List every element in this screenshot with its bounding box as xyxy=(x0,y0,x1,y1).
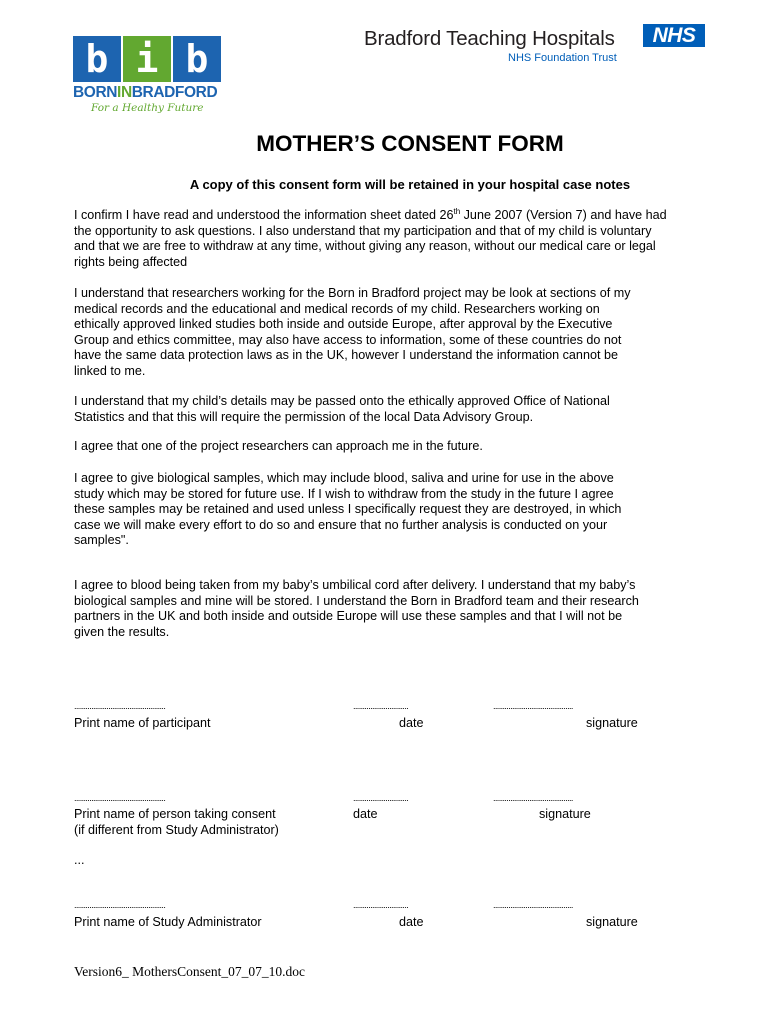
consent-taker-date-label: date xyxy=(353,807,378,821)
trust-subtitle: NHS Foundation Trust xyxy=(508,52,617,64)
participant-name-line[interactable]: ................................................ xyxy=(74,701,166,711)
paragraph-line: have the same data protection laws as in the UK, however I understand the information cannot be xyxy=(74,348,618,363)
paragraph-line: I agree that one of the project researchers can approach me in the future. xyxy=(74,439,483,453)
consent-taker-name-label: Print name of person taking consent xyxy=(74,807,276,821)
administrator-signature-line[interactable]: .......................................... xyxy=(493,900,573,910)
consent-paragraph-4 xyxy=(74,439,746,455)
consent-taker-signature-label: signature xyxy=(539,807,591,821)
consent-taker-date-line[interactable]: ............................. xyxy=(353,793,409,803)
administrator-date-line[interactable]: ............................. xyxy=(353,900,409,910)
bib-tiles xyxy=(73,36,225,82)
ellipsis-text: ... xyxy=(74,853,85,867)
administrator-date-label: date xyxy=(399,915,424,929)
paragraph-line: case we will make every effort to do so and ensure that no further analysis is conducted on your xyxy=(74,517,608,532)
paragraph-line: Statistics and that this will require the permission of the local Data Advisory Group. xyxy=(74,409,534,424)
trust-name: Bradford Teaching Hospitals xyxy=(364,27,615,50)
paragraph-line: I agree to blood being taken from my baby’s umbilical cord after delivery. I understand that my baby’s xyxy=(74,578,636,592)
paragraph-line: the opportunity to ask questions. I also understand that my participation and that of my child is voluntary xyxy=(74,223,652,238)
document-footer: Version6_ MothersConsent_07_07_10.doc xyxy=(74,964,305,979)
consent-paragraph-5 xyxy=(74,471,746,549)
logo-letter-i: i xyxy=(123,36,171,82)
consent-taker-signature-line[interactable]: .......................................... xyxy=(493,793,573,803)
consent-taker-name-line[interactable]: ................................................ xyxy=(74,793,166,803)
paragraph-line: medical records and the educational and medical records of my child. Researchers working on xyxy=(74,301,600,316)
logo-letter-b: b xyxy=(73,36,121,82)
participant-signature-label: signature xyxy=(586,716,638,730)
wordmark-born: BORN xyxy=(73,84,118,101)
participant-date-label: date xyxy=(399,716,424,730)
paragraph-line: biological samples and mine will be stored. I understand the Born in Bradford team and their research xyxy=(74,593,639,608)
paragraph-line: ethically approved linked studies both inside and outside Europe, after approval by the Executive xyxy=(74,317,613,332)
paragraph-line: I confirm I have read and understood the information sheet dated 26th June 2007 (Version 7) and have had xyxy=(74,207,667,222)
paragraph-line: I understand that my child’s details may be passed onto the ethically approved Office of National xyxy=(74,394,610,408)
bib-wordmark xyxy=(73,84,225,102)
bib-logo xyxy=(73,36,225,114)
consent-paragraph-1 xyxy=(74,208,746,270)
wordmark-bradford: BRADFORD xyxy=(131,84,218,101)
form-subtitle: A copy of this consent form will be retained in your hospital case notes xyxy=(189,177,631,192)
paragraph-line: linked to me. xyxy=(74,363,146,378)
paragraph-line: samples". xyxy=(74,533,129,548)
paragraph-line: partners in the UK and both inside and outside Europe will use these samples and that I will not be xyxy=(74,609,623,624)
paragraph-line: study which may be stored for future use. If I wish to withdraw from the study in the future I agree xyxy=(74,486,614,501)
logo-letter-b2: b xyxy=(173,36,221,82)
form-title: MOTHER’S CONSENT FORM xyxy=(256,131,564,156)
administrator-name-line[interactable]: ................................................ xyxy=(74,900,166,910)
participant-name-label: Print name of participant xyxy=(74,716,211,730)
consent-paragraph-3 xyxy=(74,394,746,425)
administrator-signature-label: signature xyxy=(586,915,638,929)
paragraph-line: I agree to give biological samples, which may include blood, saliva and urine for use in the above xyxy=(74,471,614,485)
nhs-logo: NHS xyxy=(643,24,705,47)
paragraph-line: given the results. xyxy=(74,624,170,639)
consent-paragraph-6 xyxy=(74,578,746,640)
paragraph-line: Group and ethics committee, may also have access to information, some of these countries do not xyxy=(74,332,622,347)
paragraph-line: I understand that researchers working for the Born in Bradford project may be look at sections of my xyxy=(74,286,631,300)
consent-taker-name-note: (if different from Study Administrator) xyxy=(74,823,279,837)
paragraph-line: rights being affected xyxy=(74,254,188,269)
participant-signature-line[interactable]: .......................................... xyxy=(493,701,573,711)
administrator-name-label: Print name of Study Administrator xyxy=(74,915,262,929)
wordmark-in: IN xyxy=(117,84,132,101)
participant-date-line[interactable]: ............................. xyxy=(353,701,409,711)
consent-paragraph-2 xyxy=(74,286,746,380)
paragraph-line: and that we are free to withdraw at any time, without giving any reason, without our medical care or legal xyxy=(74,239,656,254)
date-superscript: th xyxy=(453,207,461,216)
paragraph-line: these samples may be retained and used unless I specifically request they are destroyed, in which xyxy=(74,502,622,517)
bib-tagline: For a Healthy Future xyxy=(91,102,204,114)
